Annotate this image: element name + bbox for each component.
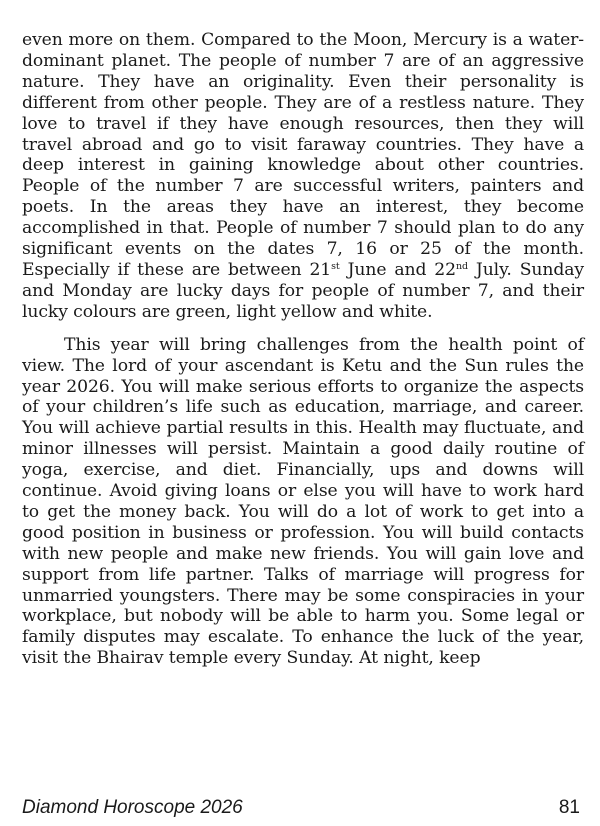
paragraph-1-text-c: July. Sunday and Monday are lucky days for people of number 7, and their lucky colours are green, light yellow and white. xyxy=(22,259,584,322)
paragraph-number-7-traits xyxy=(22,30,584,323)
superscript-st: st xyxy=(331,260,340,272)
book-title: Diamond Horoscope 2026 xyxy=(22,797,243,818)
page-footer xyxy=(22,796,584,820)
paragraph-1-text-a: even more on them. Compared to the Moon, Mercury is a water-dominant planet. The people of number 7 are of an aggressive nature. They have an originality. Even their personality is different from other people. They are of a restless nature. They love to travel if they have enough resources, then they will travel abroad and go to visit faraway countries. They have a deep interest in gaining knowledge about other countries. People of the number 7 are successful writers, painters and poets. In the areas they have an interest, they become accomplished in that. People of number 7 should plan to do any significant events on the dates 7, 16 or 25 of the month. Especially if these are between 21 xyxy=(22,30,584,280)
paragraph-1-text-b: June and 22 xyxy=(339,259,456,280)
superscript-nd: nd xyxy=(455,260,468,272)
page-body xyxy=(22,30,584,669)
page-number: 81 xyxy=(558,797,580,818)
paragraph-year-forecast: This year will bring challenges from the health point of view. The lord of your ascendant is Ketu and the Sun rules the year 2026. You will make serious efforts to organize the aspects of your children’s life such as education, marriage, and career. You will achieve partial results in this. Health may fluctuate, and minor illnesses will persist. Maintain a good daily routine of yoga, exercise, and diet. Financially, ups and downs will continue. Avoid giving loans or else you will have to work hard to get the money back. You will do a lot of work to get into a good position in business or profession. You will build contacts with new people and make new friends. You will gain love and support from life partner. Talks of marriage will progress for unmarried youngsters. There may be some conspiracies in your workplace, but nobody will be able to harm you. Some legal or family disputes may escalate. To enhance the luck of the year, visit the Bhairav temple every Sunday. At night, keep xyxy=(22,334,584,669)
